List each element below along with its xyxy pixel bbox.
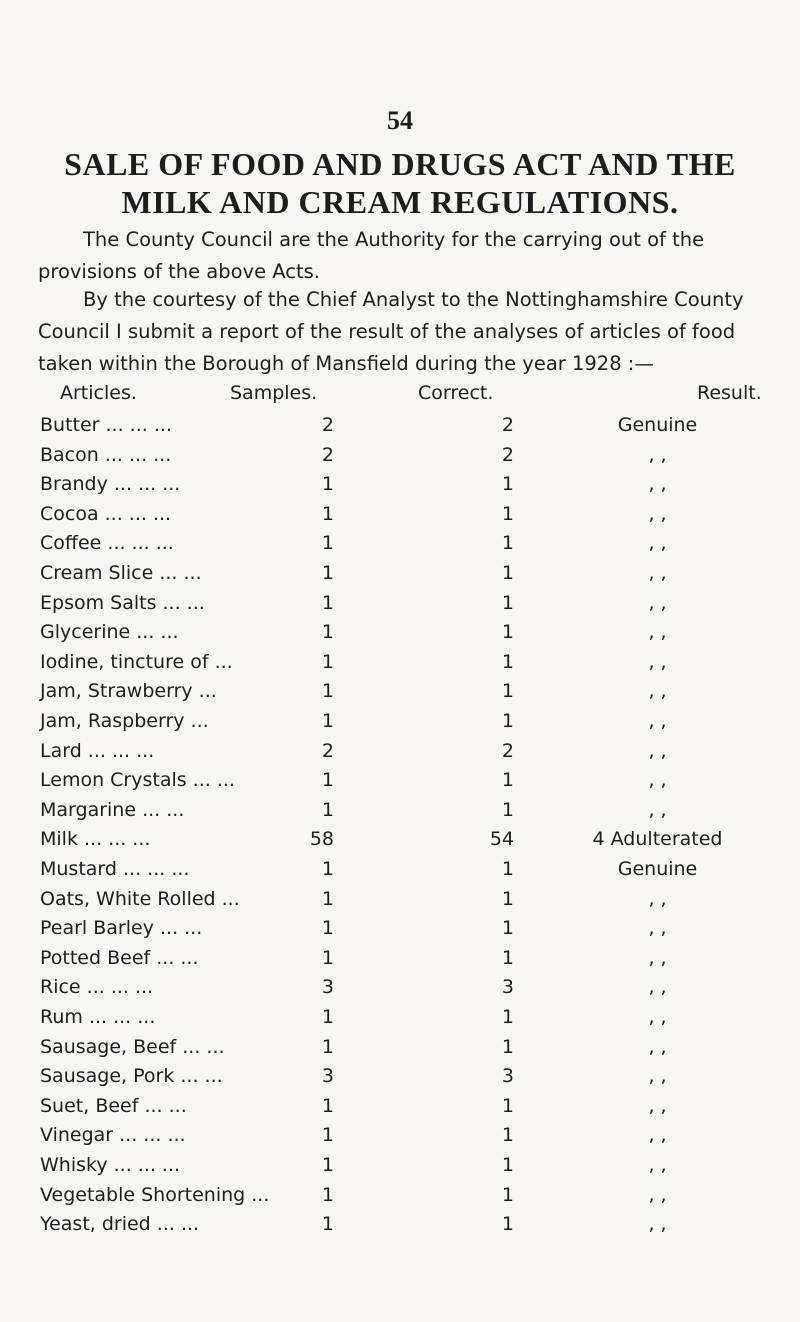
table-row xyxy=(0,884,800,914)
article-cell: Yeast, dried ... ... xyxy=(40,1213,200,1236)
samples-cell: 1 xyxy=(321,473,334,496)
article-cell: Vegetable Shortening ... xyxy=(40,1183,270,1206)
samples-cell: 1 xyxy=(321,917,334,940)
result-cell: , , xyxy=(648,621,667,644)
table-row xyxy=(0,1002,800,1032)
result-cell: , , xyxy=(648,1213,667,1236)
article-cell: Whisky ... ... ... xyxy=(40,1154,181,1176)
correct-cell: 1 xyxy=(501,1183,514,1206)
samples-cell: 1 xyxy=(321,1183,334,1206)
article-cell: Rum ... ... ... xyxy=(40,1006,156,1028)
correct-cell: 1 xyxy=(501,710,514,732)
article-cell: Rice ... ... ... xyxy=(40,976,154,999)
table-row xyxy=(0,1061,800,1091)
result-cell: , , xyxy=(648,946,667,969)
samples-cell: 1 xyxy=(321,1035,334,1058)
table-row xyxy=(0,972,800,1002)
correct-cell: 1 xyxy=(501,473,514,496)
table-row xyxy=(0,588,800,618)
header-correct: Correct. xyxy=(418,382,494,404)
table-row xyxy=(0,824,800,854)
result-cell: Genuine xyxy=(617,858,698,880)
result-cell: , , xyxy=(648,473,667,496)
table-row xyxy=(0,558,800,588)
correct-cell: 2 xyxy=(501,443,514,466)
article-cell: Brandy ... ... ... xyxy=(40,473,181,496)
table-row xyxy=(0,795,800,825)
article-cell: Mustard ... ... ... xyxy=(40,858,190,880)
article-cell: Potted Beef ... ... xyxy=(40,946,199,969)
samples-cell: 2 xyxy=(321,739,334,762)
result-cell: , , xyxy=(648,739,667,762)
header-samples: Samples. xyxy=(230,382,318,404)
table-row xyxy=(0,1091,800,1121)
result-cell: , , xyxy=(648,650,667,673)
article-cell: Cream Slice ... ... xyxy=(40,562,202,584)
result-cell: , , xyxy=(648,976,667,999)
samples-cell: 1 xyxy=(321,1124,334,1147)
samples-cell: 1 xyxy=(321,1006,334,1028)
table-row xyxy=(0,410,800,440)
correct-cell: 1 xyxy=(501,532,514,555)
result-cell: , , xyxy=(648,1035,667,1058)
correct-cell: 1 xyxy=(501,769,514,792)
correct-cell: 1 xyxy=(501,562,514,584)
result-cell: , , xyxy=(648,887,667,910)
samples-cell: 1 xyxy=(321,710,334,732)
correct-cell: 1 xyxy=(501,591,514,614)
header-result: Result. xyxy=(697,382,762,404)
article-cell: Pearl Barley ... ... xyxy=(40,917,203,940)
correct-cell: 1 xyxy=(501,621,514,644)
table-row xyxy=(0,617,800,647)
result-cell: , , xyxy=(648,798,667,821)
correct-cell: 3 xyxy=(501,1065,514,1088)
table-row xyxy=(0,676,800,706)
table-row xyxy=(0,706,800,736)
correct-cell: 1 xyxy=(501,680,514,703)
article-cell: Jam, Strawberry ... xyxy=(40,680,217,703)
article-cell: Glycerine ... ... xyxy=(40,621,179,644)
table-row xyxy=(0,765,800,795)
samples-cell: 2 xyxy=(321,443,334,466)
correct-cell: 1 xyxy=(501,858,514,880)
report-paragraph: By the courtesy of the Chief Analyst to the Nottinghamshire County Council I submit a report of the result of the analyses of articles of food taken within the Borough of Mansfield during the year 1928 :— xyxy=(38,288,744,375)
result-cell: , , xyxy=(648,710,667,732)
page-title-line-1: SALE OF FOOD AND DRUGS ACT AND THE xyxy=(64,146,736,182)
correct-cell: 2 xyxy=(501,414,514,436)
samples-cell: 1 xyxy=(321,769,334,792)
table-row xyxy=(0,1150,800,1180)
result-cell: Genuine xyxy=(617,414,698,436)
table-row xyxy=(0,1209,800,1239)
article-cell: Coffee ... ... ... xyxy=(40,532,174,555)
samples-cell: 1 xyxy=(321,1154,334,1176)
result-cell: , , xyxy=(648,1094,667,1117)
table-header xyxy=(0,378,800,408)
table-row xyxy=(0,736,800,766)
result-cell: , , xyxy=(648,1154,667,1176)
samples-cell: 58 xyxy=(309,828,334,851)
samples-cell: 1 xyxy=(321,562,334,584)
page-title-line-2: MILK AND CREAM REGULATIONS. xyxy=(121,184,679,220)
table-row xyxy=(0,440,800,470)
correct-cell: 1 xyxy=(501,1006,514,1028)
correct-cell: 1 xyxy=(501,1094,514,1117)
article-cell: Oats, White Rolled ... xyxy=(40,887,240,910)
table-row xyxy=(0,647,800,677)
samples-cell: 1 xyxy=(321,1213,334,1236)
samples-cell: 1 xyxy=(321,650,334,673)
table-row xyxy=(0,1032,800,1062)
article-cell: Cocoa ... ... ... xyxy=(40,502,172,525)
result-cell: 4 Adulterated xyxy=(592,828,723,851)
samples-cell: 1 xyxy=(321,887,334,910)
result-cell: , , xyxy=(648,769,667,792)
correct-cell: 1 xyxy=(501,1154,514,1176)
samples-cell: 1 xyxy=(321,798,334,821)
result-cell: , , xyxy=(648,680,667,703)
result-cell: , , xyxy=(648,443,667,466)
result-cell: , , xyxy=(648,1065,667,1088)
table-row xyxy=(0,913,800,943)
header-articles: Articles. xyxy=(60,382,137,404)
correct-cell: 1 xyxy=(501,1213,514,1236)
result-cell: , , xyxy=(648,1183,667,1206)
samples-cell: 1 xyxy=(321,946,334,969)
correct-cell: 1 xyxy=(501,1124,514,1147)
result-cell: , , xyxy=(648,532,667,555)
table-row xyxy=(0,499,800,529)
table-row xyxy=(0,469,800,499)
correct-cell: 1 xyxy=(501,650,514,673)
samples-cell: 1 xyxy=(321,1094,334,1117)
result-cell: , , xyxy=(648,562,667,584)
article-cell: Jam, Raspberry ... xyxy=(40,710,209,732)
samples-cell: 3 xyxy=(321,1065,334,1088)
samples-cell: 1 xyxy=(321,621,334,644)
table-row xyxy=(0,943,800,973)
samples-cell: 2 xyxy=(321,414,334,436)
article-cell: Iodine, tincture of ... xyxy=(40,650,233,673)
correct-cell: 1 xyxy=(501,798,514,821)
samples-cell: 3 xyxy=(321,976,334,999)
table-row xyxy=(0,1180,800,1210)
table-row xyxy=(0,1120,800,1150)
samples-cell: 1 xyxy=(321,858,334,880)
article-cell: Margarine ... ... xyxy=(40,798,185,821)
correct-cell: 2 xyxy=(501,739,514,762)
result-cell: , , xyxy=(648,1006,667,1028)
article-cell: Butter ... ... ... xyxy=(40,414,172,436)
article-cell: Sausage, Beef ... ... xyxy=(40,1035,225,1058)
article-cell: Bacon ... ... ... xyxy=(40,443,172,466)
correct-cell: 1 xyxy=(501,502,514,525)
table-row xyxy=(0,528,800,558)
result-cell: , , xyxy=(648,502,667,525)
correct-cell: 54 xyxy=(489,828,514,851)
result-cell: , , xyxy=(648,591,667,614)
correct-cell: 3 xyxy=(501,976,514,999)
page-number: 54 xyxy=(387,106,413,135)
correct-cell: 1 xyxy=(501,887,514,910)
samples-cell: 1 xyxy=(321,502,334,525)
correct-cell: 1 xyxy=(501,946,514,969)
article-cell: Suet, Beef ... ... xyxy=(40,1094,187,1117)
intro-paragraph: The County Council are the Authority for the carrying out of the provisions of the above Acts. xyxy=(38,228,705,283)
article-cell: Epsom Salts ... ... xyxy=(40,591,205,614)
result-cell: , , xyxy=(648,917,667,940)
article-cell: Sausage, Pork ... ... xyxy=(40,1065,223,1088)
article-cell: Milk ... ... ... xyxy=(40,828,151,851)
correct-cell: 1 xyxy=(501,1035,514,1058)
samples-cell: 1 xyxy=(321,591,334,614)
article-cell: Lard ... ... ... xyxy=(40,739,155,762)
result-cell: , , xyxy=(648,1124,667,1147)
article-cell: Lemon Crystals ... ... xyxy=(40,769,235,792)
correct-cell: 1 xyxy=(501,917,514,940)
table-row xyxy=(0,854,800,884)
samples-cell: 1 xyxy=(321,532,334,555)
samples-cell: 1 xyxy=(321,680,334,703)
article-cell: Vinegar ... ... ... xyxy=(40,1124,186,1147)
